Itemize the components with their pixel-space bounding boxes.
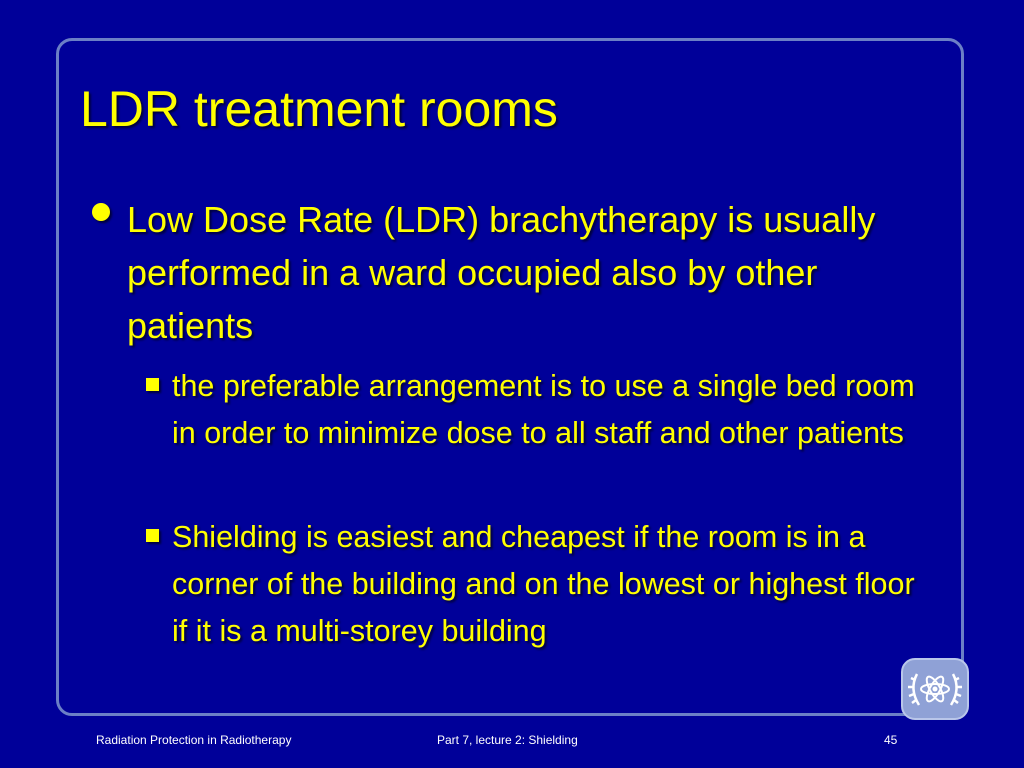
footer-course-title: Radiation Protection in Radiotherapy — [96, 733, 292, 747]
square-bullet-icon — [146, 378, 159, 391]
sub-bullet-item — [146, 363, 926, 457]
square-bullet-icon — [146, 529, 159, 542]
bullet-item — [92, 193, 922, 352]
sub-bullet-text: Shielding is easiest and cheapest if the room is in a corner of the building and on the lowest or highest floor if it is a multi-storey building — [172, 520, 915, 648]
iaea-logo-icon — [901, 658, 969, 720]
bullet-text: Low Dose Rate (LDR) brachytherapy is usually performed in a ward occupied also by other patients — [127, 199, 876, 346]
round-bullet-icon — [92, 203, 110, 221]
footer-lecture-title: Part 7, lecture 2: Shielding — [437, 733, 578, 747]
page-number: 45 — [884, 733, 898, 747]
slide-title: LDR treatment rooms — [80, 81, 558, 137]
sub-bullet-item — [146, 514, 926, 655]
sub-bullet-text: the preferable arrangement is to use a single bed room in order to minimize dose to all staff and other patients — [172, 369, 915, 450]
